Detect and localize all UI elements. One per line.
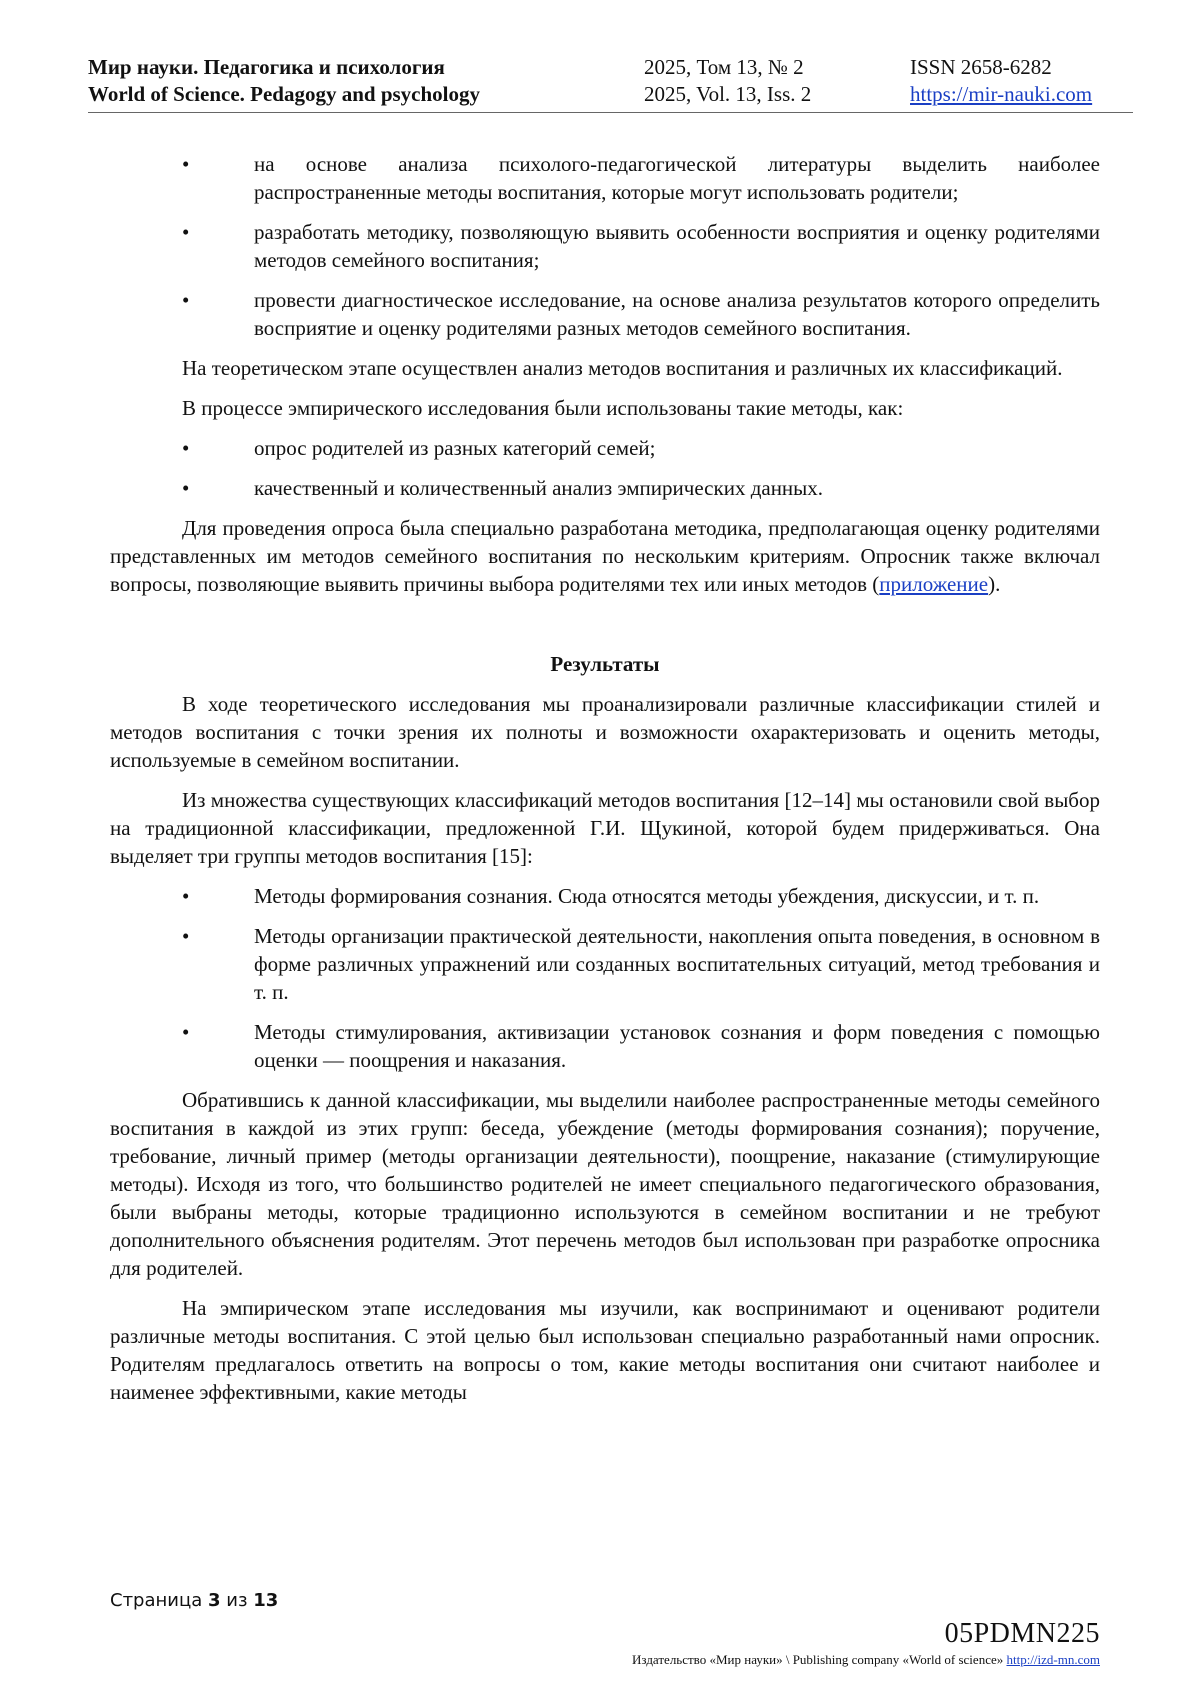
journal-url-link[interactable]: https://mir-nauki.com (910, 82, 1093, 106)
list-item: • Методы организации практической деятельности, накопления опыта поведения, в основном в форме различных упражнений или созданных воспитательных ситуаций, метод требования и т. п. (110, 922, 1100, 1006)
issn: ISSN 2658-6282 (910, 55, 1052, 79)
paragraph-theory: На теоретическом этапе осуществлен анализ методов воспитания и различных их классификаций. (182, 356, 1063, 380)
paragraph-results-3: Обратившись к данной классификации, мы выделили наиболее распространенные методы семейного воспитания в каждой из этих групп: беседа, убеждение (методы формирования сознания); поручение, требование, личный пример (методы организации деятельности), поощрение, наказание (стимулирующие методы). Исходя из того, что большинство родителей не имеет специального педагогического образования, были выбраны методы, которые традиционно используются в семейном воспитании и не требуют дополнительного объяснения родителям. Этот перечень методов был использован при разработке опросника для родителей. (110, 1088, 1100, 1280)
journal-title-ru: Мир науки. Педагогика и психология (88, 55, 445, 79)
bullet-icon (182, 150, 202, 178)
page-header (88, 54, 1133, 113)
publisher-line: Издательство «Мир науки» \ Publishing company «World of science» http://izd-mn.com (632, 1652, 1100, 1667)
list-item: • Методы формирования сознания. Сюда относятся методы убеждения, дискуссии, и т. п. (110, 882, 1100, 910)
list-item: • качественный и количественный анализ эмпирических данных. (110, 474, 1100, 502)
list-item: • разработать методику, позволяющую выявить особенности восприятия и оценку родителями методов семейного воспитания; (110, 218, 1100, 274)
issue-info-en: 2025, Vol. 13, Iss. 2 (644, 82, 812, 106)
journal-identifiers (910, 54, 1092, 108)
paragraph-results-4: На эмпирическом этапе исследования мы изучили, как воспринимают и оценивают родители различные методы воспитания. С этой целью был использован специально разработанный нами опросник. Родителям предлагалось ответить на вопросы о том, какие методы воспитания они считают наиболее и наименее эффективными, какие методы (110, 1296, 1100, 1404)
bullet-icon (182, 922, 202, 950)
issue-info (644, 54, 811, 108)
list-item: • Методы стимулирования, активизации установок сознания и форм поведения с помощью оценки — поощрения и наказания. (110, 1018, 1100, 1074)
paragraph-empirical-intro: В процессе эмпирического исследования были использованы такие методы, как: (182, 396, 904, 420)
bullet-icon (182, 286, 202, 314)
bullet-icon (182, 434, 202, 462)
issue-info-ru: 2025, Том 13, № 2 (644, 55, 804, 79)
journal-title-en: World of Science. Pedagogy and psychology (88, 82, 481, 106)
bullet-icon (182, 218, 202, 246)
publisher-url-link[interactable]: http://izd-mn.com (1006, 1652, 1100, 1667)
bullet-icon (182, 882, 202, 910)
bullet-icon (182, 474, 202, 502)
list-item: • провести диагностическое исследование, на основе анализа результатов которого определить восприятие и оценку родителями разных методов семейного воспитания. (110, 286, 1100, 342)
methods-list (110, 434, 1100, 502)
bullet-icon (182, 1018, 202, 1046)
paragraph-survey: Для проведения опроса была специально разработана методика, предполагающая оценку родителями представленных им методов семейного воспитания по нескольким критериям. Опросник также включал вопросы, позволяющие выявить причины выбора родителями тех или иных методов (приложение). (110, 516, 1100, 596)
article-body (110, 150, 1100, 1418)
method-groups-list (110, 882, 1100, 1074)
appendix-link[interactable]: приложение (879, 572, 989, 596)
tasks-list (110, 150, 1100, 342)
article-code: 05PDMN225 (944, 1618, 1100, 1649)
section-title-results: Результаты (550, 652, 660, 676)
list-item: • на основе анализа психолого-педагогической литературы выделить наиболее распространенные методы воспитания, которые могут использовать родители; (110, 150, 1100, 206)
paragraph-results-2: Из множества существующих классификаций методов воспитания [12–14] мы остановили свой выбор на традиционной классификации, предложенной Г.И. Щукиной, которой будем придерживаться. Она выделяет три группы методов воспитания [15]: (110, 788, 1100, 868)
journal-title (88, 54, 480, 108)
paragraph-results-1: В ходе теоретического исследования мы проанализировали различные классификации стилей и методов воспитания с точки зрения их полноты и возможности охарактеризовать и оценить методы, используемые в семейном воспитании. (110, 692, 1100, 772)
page-number: Страница 3 из 13 (110, 1590, 279, 1611)
list-item: • опрос родителей из разных категорий семей; (110, 434, 1100, 462)
